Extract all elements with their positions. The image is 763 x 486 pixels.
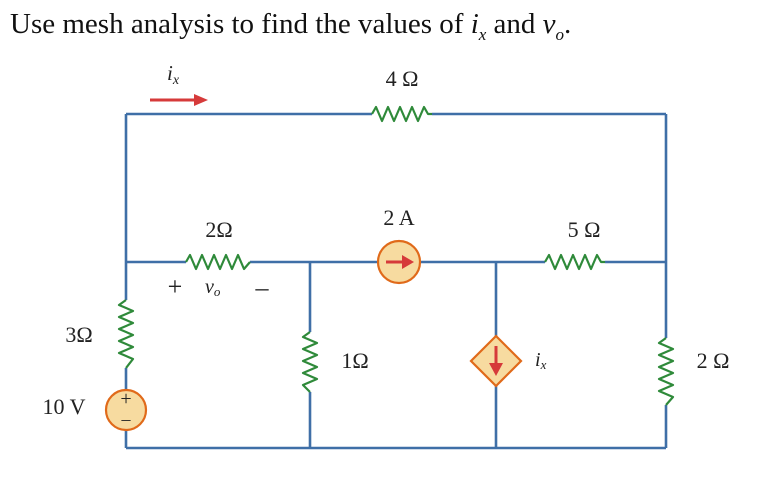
v10-label: 10 V: [42, 394, 86, 419]
resistor-5ohm: [545, 255, 605, 269]
arrow-right-icon-ix: [194, 94, 208, 106]
ix-current-arrow: [150, 94, 208, 106]
var-vo: $v_o$: [542, 8, 565, 44]
cs-2a-label: 2 A: [383, 205, 415, 230]
vs-minus-sign: –: [121, 409, 131, 429]
voltage-source-10v: [106, 388, 146, 430]
current-source-2a: [378, 241, 420, 283]
resistor-1ohm: [303, 332, 317, 392]
var-ix: $i_x$: [470, 8, 487, 44]
vs-plus-sign: +: [120, 388, 132, 410]
r1-label: 1Ω: [341, 348, 369, 373]
vo-plus-label: +: [167, 272, 183, 301]
dep-ix-label: ix: [535, 349, 547, 372]
ix-top-label: ix: [167, 61, 180, 88]
resistor-3ohm: [119, 300, 133, 368]
dependent-current-source: [471, 336, 521, 386]
r3-label: 3Ω: [65, 322, 93, 347]
problem-suffix: .: [564, 8, 572, 40]
r2-label: 2Ω: [205, 217, 233, 242]
r4-label: 4 Ω: [385, 66, 419, 91]
resistor-2ohm-right: [659, 338, 673, 405]
problem-prefix: Use mesh analysis to find the values of: [10, 8, 471, 40]
r5-label: 5 Ω: [567, 217, 601, 242]
r2-right-label: 2 Ω: [696, 348, 730, 373]
resistor-4ohm: [372, 107, 432, 121]
vo-label: vo: [205, 276, 221, 299]
vo-minus-label: –: [255, 273, 269, 302]
resistor-2ohm: [186, 255, 250, 269]
problem-middle: and: [486, 8, 543, 40]
